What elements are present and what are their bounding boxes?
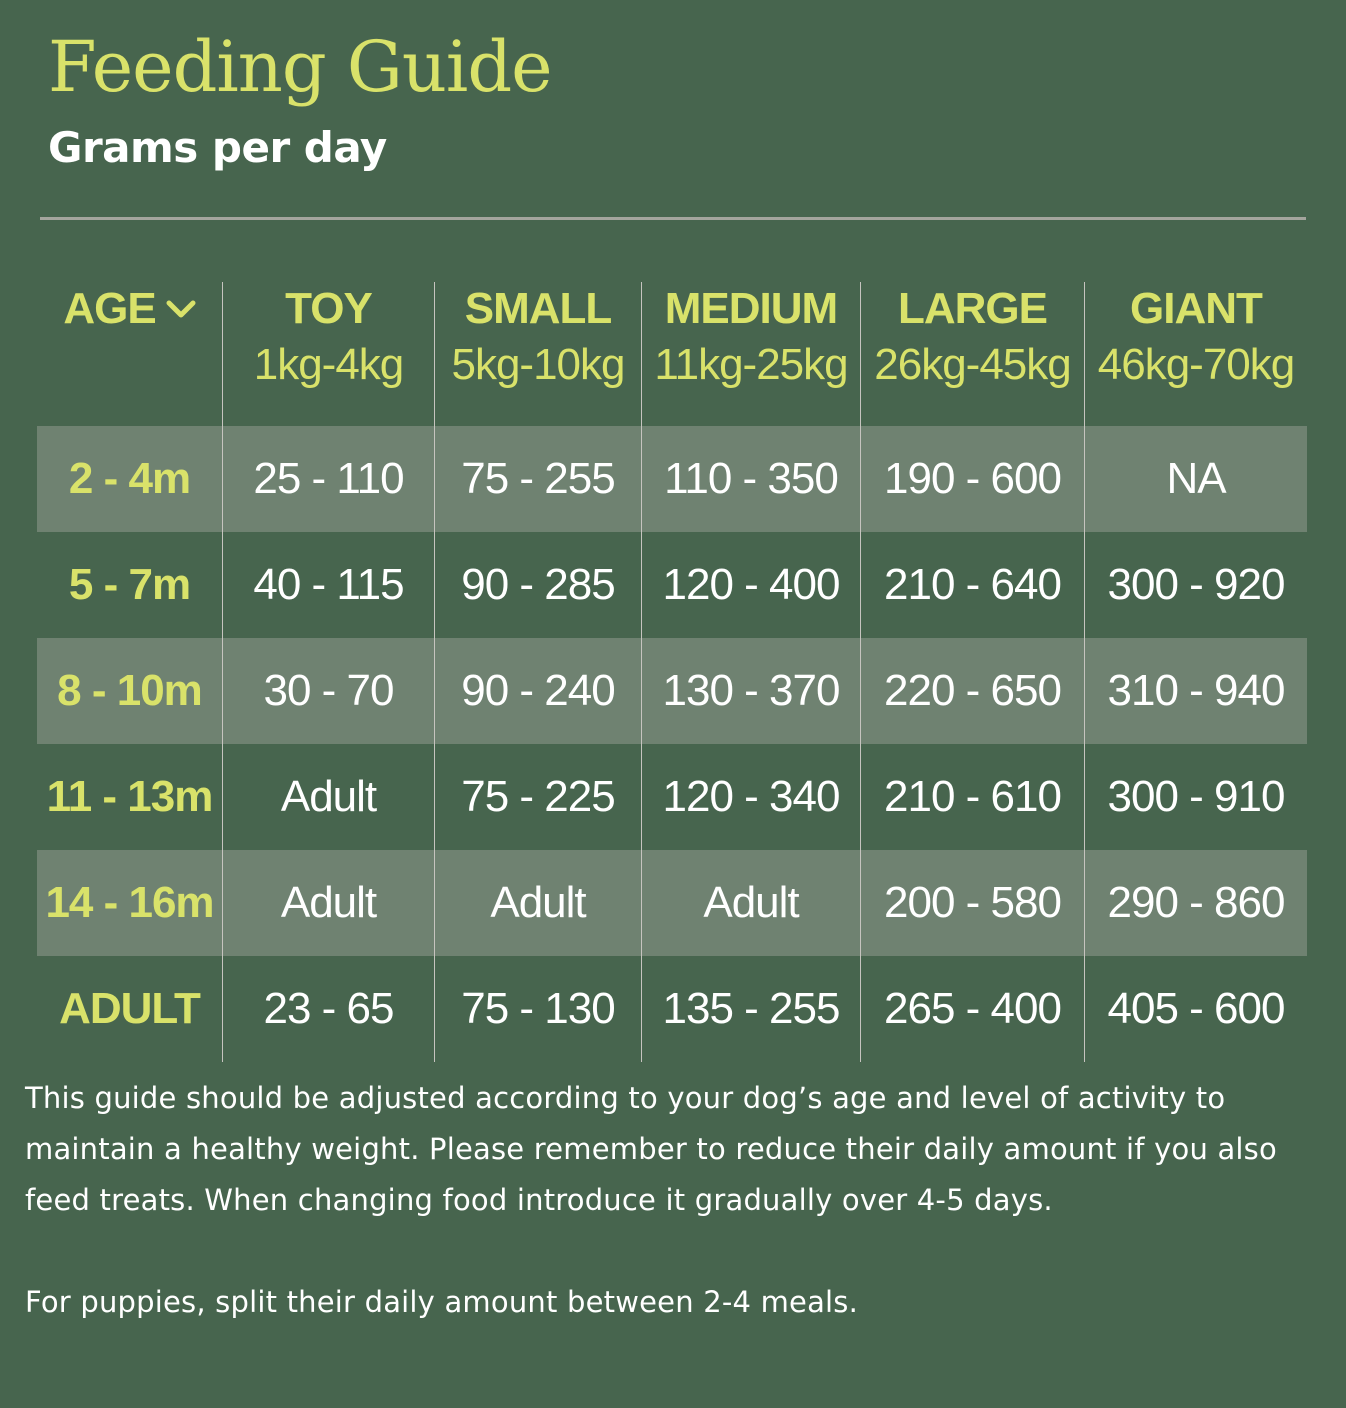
table-cell: 135 - 255 [641, 956, 860, 1062]
table-cell: 90 - 240 [434, 638, 641, 744]
table-cell: 130 - 370 [641, 638, 860, 744]
table-cell: 30 - 70 [222, 638, 434, 744]
column-name: TOY [285, 284, 372, 333]
table-cell: 120 - 340 [641, 744, 860, 850]
table-row [37, 850, 1307, 956]
table-cell: 75 - 225 [434, 744, 641, 850]
column-header-toy [222, 282, 434, 426]
page-subtitle: Grams per day [48, 123, 387, 172]
table-cell: 40 - 115 [222, 532, 434, 638]
table-cell: 300 - 910 [1084, 744, 1307, 850]
header-divider [40, 217, 1306, 220]
age-label: 14 - 16m [45, 878, 214, 927]
column-header-large [860, 282, 1084, 426]
table-cell: 310 - 940 [1084, 638, 1307, 744]
feeding-table [37, 282, 1307, 1062]
feeding-notes [25, 1073, 1325, 1328]
table-cell: 25 - 110 [222, 426, 434, 532]
column-name: MEDIUM [664, 284, 838, 333]
table-header-row [37, 282, 1307, 426]
table-cell: Adult [434, 850, 641, 956]
table-cell: 23 - 65 [222, 956, 434, 1062]
chevron-down-icon [166, 298, 196, 320]
table-cell: 190 - 600 [860, 426, 1084, 532]
age-label: 2 - 4m [68, 454, 191, 503]
table-cell: 120 - 400 [641, 532, 860, 638]
age-label: ADULT [59, 984, 200, 1033]
notes-paragraph: This guide should be adjusted according to your dog’s age and level of activity to maintain a healthy weight. Please remember to reduce their daily amount if you also feed treats. When changing food introduce it gradually over 4-5 days. [25, 1081, 1277, 1217]
table-cell: 110 - 350 [641, 426, 860, 532]
table-cell: 210 - 640 [860, 532, 1084, 638]
table-cell: 220 - 650 [860, 638, 1084, 744]
table-cell: 300 - 920 [1084, 532, 1307, 638]
column-weight-range: 46kg-70kg [1097, 340, 1295, 389]
age-header-label: AGE [63, 284, 156, 333]
column-weight-range: 5kg-10kg [451, 340, 625, 389]
table-row [37, 426, 1307, 532]
table-cell: 405 - 600 [1084, 956, 1307, 1062]
column-name: GIANT [1130, 284, 1262, 333]
age-column-header [37, 282, 222, 426]
age-label: 11 - 13m [46, 772, 213, 821]
page-title: Feeding Guide [48, 26, 552, 108]
column-header-small [434, 282, 641, 426]
column-name: SMALL [464, 284, 612, 333]
table-cell: 290 - 860 [1084, 850, 1307, 956]
puppy-meals-note: For puppies, split their daily amount between 2-4 meals. [25, 1285, 859, 1319]
table-cell: 210 - 610 [860, 744, 1084, 850]
column-weight-range: 1kg-4kg [253, 340, 404, 389]
table-row [37, 956, 1307, 1062]
table-cell: NA [1084, 426, 1307, 532]
table-cell: 90 - 285 [434, 532, 641, 638]
table-row [37, 638, 1307, 744]
column-weight-range: 11kg-25kg [654, 340, 848, 389]
table-cell: 75 - 255 [434, 426, 641, 532]
table-cell: 75 - 130 [434, 956, 641, 1062]
table-cell: 265 - 400 [860, 956, 1084, 1062]
table-cell: 200 - 580 [860, 850, 1084, 956]
table-row [37, 744, 1307, 850]
table-cell: Adult [222, 744, 434, 850]
column-header-medium [641, 282, 860, 426]
table-cell: Adult [222, 850, 434, 956]
column-weight-range: 26kg-45kg [874, 340, 1071, 389]
age-label: 5 - 7m [68, 560, 191, 609]
column-header-giant [1084, 282, 1307, 426]
age-label: 8 - 10m [57, 666, 202, 715]
table-row [37, 532, 1307, 638]
table-cell: Adult [641, 850, 860, 956]
column-name: LARGE [898, 284, 1047, 333]
